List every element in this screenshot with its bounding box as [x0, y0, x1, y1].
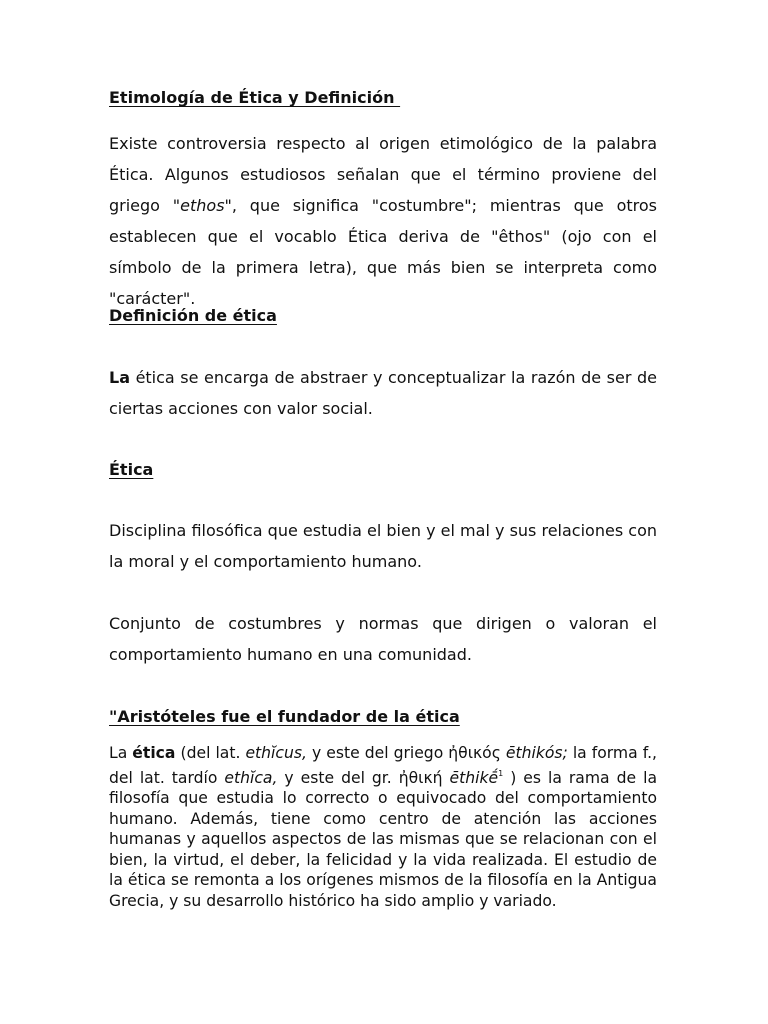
bold-etica: ética — [132, 744, 176, 762]
paragraph-etimologia — [109, 128, 657, 314]
paragraph-text: La — [109, 744, 133, 762]
paragraph-etica-definicion — [109, 743, 657, 911]
paragraph-text: ética se encarga de abstraer y conceptualizar la razón de ser de ciertas acciones con valor social. — [109, 368, 657, 418]
paragraph-text: y este del griego ἠθικός — [306, 744, 506, 762]
paragraph-text: (del lat. — [175, 744, 246, 762]
paragraph-text: Existe controversia respecto al origen etimológico de la palabra Ética. Algunos estudiosos señalan que el término proviene del griego " — [109, 134, 657, 215]
greek-transliteration: ēthikḗ — [449, 768, 499, 787]
heading-etica: Ética — [109, 460, 154, 479]
paragraph-conjunto: Conjunto de costumbres y normas que dirigen o valoran el comportamiento humano en una comunidad. — [109, 614, 657, 664]
paragraph-text: la forma f., del lat. tardío — [109, 744, 657, 787]
heading-etimologia: Etimología de Ética y Definición — [109, 88, 401, 107]
ethos-term: ethos — [180, 196, 225, 215]
bold-la: La — [109, 368, 130, 387]
paragraph-text: y este del gr. ἠθική — [277, 768, 450, 787]
latin-term: ethĭcus, — [245, 744, 307, 762]
footnote-marker: 1 — [498, 768, 504, 778]
paragraph-text: ) es la rama de la filosofía que estudia lo correcto o equivocado del comportamiento humano. Además, tiene como centro de atención las acciones humanas y aquellos aspectos de las mismas que se relacionan con el bien, la virtud, el deber, la felicidad y la vida realizada. El estudio de la ética se remonta a los orígenes mismos de la filosofía en la Antigua Grecia, y su desarrollo histórico ha sido amplio y variado. — [109, 768, 658, 910]
heading-definicion: Definición de ética — [109, 306, 277, 325]
latin-term: ethĭca, — [224, 768, 278, 787]
heading-aristoteles: "Aristóteles fue el fundador de la ética — [109, 707, 460, 726]
paragraph-text: ", que significa "costumbre"; mientras que otros establecen que el vocablo Ética deriva de "êthos" (ojo con el símbolo de la primera letra), que más bien se interpreta como "carácter". — [109, 196, 657, 308]
paragraph-disciplina: Disciplina filosófica que estudia el bien y el mal y sus relaciones con la moral y el comportamiento humano. — [109, 521, 657, 571]
greek-transliteration: ēthikós; — [505, 744, 568, 762]
paragraph-definicion — [109, 362, 657, 424]
